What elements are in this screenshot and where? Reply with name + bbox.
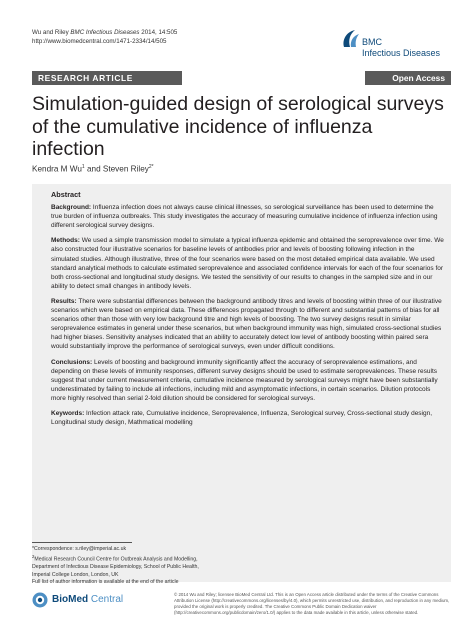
abstract-heading: Abstract [51,190,81,199]
author-2: and Steven Riley [84,164,149,174]
author-info-note: Full list of author information is available at the end of the article [32,578,179,585]
citation-journal: BMC Infectious Diseases [70,29,140,36]
paper-title: Simulation-guided design of serological surveys of the cumulative incidence of influenza infection [32,93,444,160]
affiliation-line-1 [32,553,232,564]
author-2-affiliation: 2* [148,164,154,170]
results-text: There were substantial differences between the background antibody titres and levels of boosting within three of our illustrative scenarios which were based on empirical data. These differences propagated through to different and substantial patterns of bias for all scenarios other than those with very low background titre and high levels of boosting. The two survey designs result in similar seroprevalence estimates in general under these scenarios, but when background immunity was high, simulated cross-sectional studies had higher biases. Sensitivity analyses indicated that an ability to accurately detect low level of antibody boosting within paired sera would substantially improve the performance of serological surveys, even under difficult conditions. [51,297,442,351]
abstract-box [32,184,451,582]
biomed-name: BioMed [52,594,89,605]
license-text: © 2014 Wu and Riley; licensee BioMed Central Ltd. This is an Open Access article distributed under the terms of the Creative Commons Attribution License (http://creativecommons.org/licenses/by/4.0), which permits unrestricted use, distribution, and reproduction in any medium, provided the original work is properly credited. The Creative Commons Public Domain Dedication waiver (http://creativecommons.org/publicdomain/zero/1.0/) applies to the data made available in this article, unless otherwise stated. [174,592,450,616]
background-text: Influenza infection does not always cause clinical illnesses, so serological surveillance has been used to determine the true burden of influenza outbreaks. This study investigates the accuracy of measuring cumulative incidence of influenza infection using different serological survey designs. [51,204,438,230]
methods-text: We used a simple transmission model to simulate a typical influenza epidemic and obtained the seroprevalence over time. We also constructed four illustrative scenarios for baseline levels of antibodies prior and levels of boosting following infection in the simulated studies. Although illustrative, three of the four scenarios were based on the most detailed empirical data available. We used standard analytical methods to calculate estimated seroprevalence and associated confidence intervals for each of the four scenarios for both cross-sectional and longitudinal study designs. We tested the sensitivity of our results to changes in the sampled size and in our ability to detect small changes in antibody levels. [51,237,444,290]
logo-bmc: BMC [362,37,382,47]
logo-journal-name: Infectious Diseases [362,47,441,58]
citation-header [32,28,177,46]
affiliation-line-2: Department of Infectious Disease Epidemiology, School of Public Health, [32,564,199,571]
keywords-label: Keywords: [51,409,85,417]
bmc-swoosh-icon [341,28,361,50]
results-label: Results: [51,297,77,305]
author-list [32,164,154,174]
affiliation-marker: 2 [32,554,35,560]
bmc-journal-logo [341,28,451,62]
abstract-methods [51,236,444,291]
citation-authors: Wu and Riley [32,29,71,36]
correspondence-note: *Correspondence: s.riley@imperial.ac.uk [32,546,127,552]
central-name: Central [88,594,124,605]
abstract-conclusions [51,358,444,403]
footnotes [32,546,232,586]
author-1: Kendra M Wu [32,164,82,174]
affiliation-line-3: Imperial College London, London, UK [32,571,119,578]
footnote-divider [32,542,132,543]
abstract-results [51,297,444,352]
biomed-circle-icon [32,592,48,608]
affiliation-text-1: Medical Research Council Centre for Outbreak Analysis and Modelling, [34,557,198,564]
citation-volume: 2014, 14:505 [139,29,178,36]
author-1-affiliation: 1 [81,164,85,170]
keywords-text: Infection attack rate, Cumulative incidence, Seroprevalence, Influenza, Serological survey, Cross-sectional study design, Longitudinal study design, Mathmatical modelling [51,409,433,427]
article-url[interactable]: http://www.biomedcentral.com/1471-2334/14/505 [32,38,167,45]
background-label: Background: [51,204,92,212]
open-access-label: Open Access [365,71,451,85]
article-type-label: RESEARCH ARTICLE [32,71,182,85]
abstract-keywords [51,409,444,427]
conclusions-text: Levels of boosting and background immunity significantly affect the accuracy of seroprevalence estimations, and depending on these levels of immunity responses, different survey designs should be used to estimate seroprevalences. These results suggest that under current measurement criteria, cumulative incidence measured by serological surveys might have been substantially underestimated by failing to include all infections, including mild and asymptomatic infections, in certain scenarios. Dilution protocols more highly resolved than serial 2-fold dilution should be considered for serological surveys. [51,358,438,402]
article-type-banner [32,71,451,85]
biomed-central-logo [32,591,142,611]
conclusions-label: Conclusions: [51,358,93,366]
methods-label: Methods: [51,237,80,245]
abstract-background [51,203,444,230]
